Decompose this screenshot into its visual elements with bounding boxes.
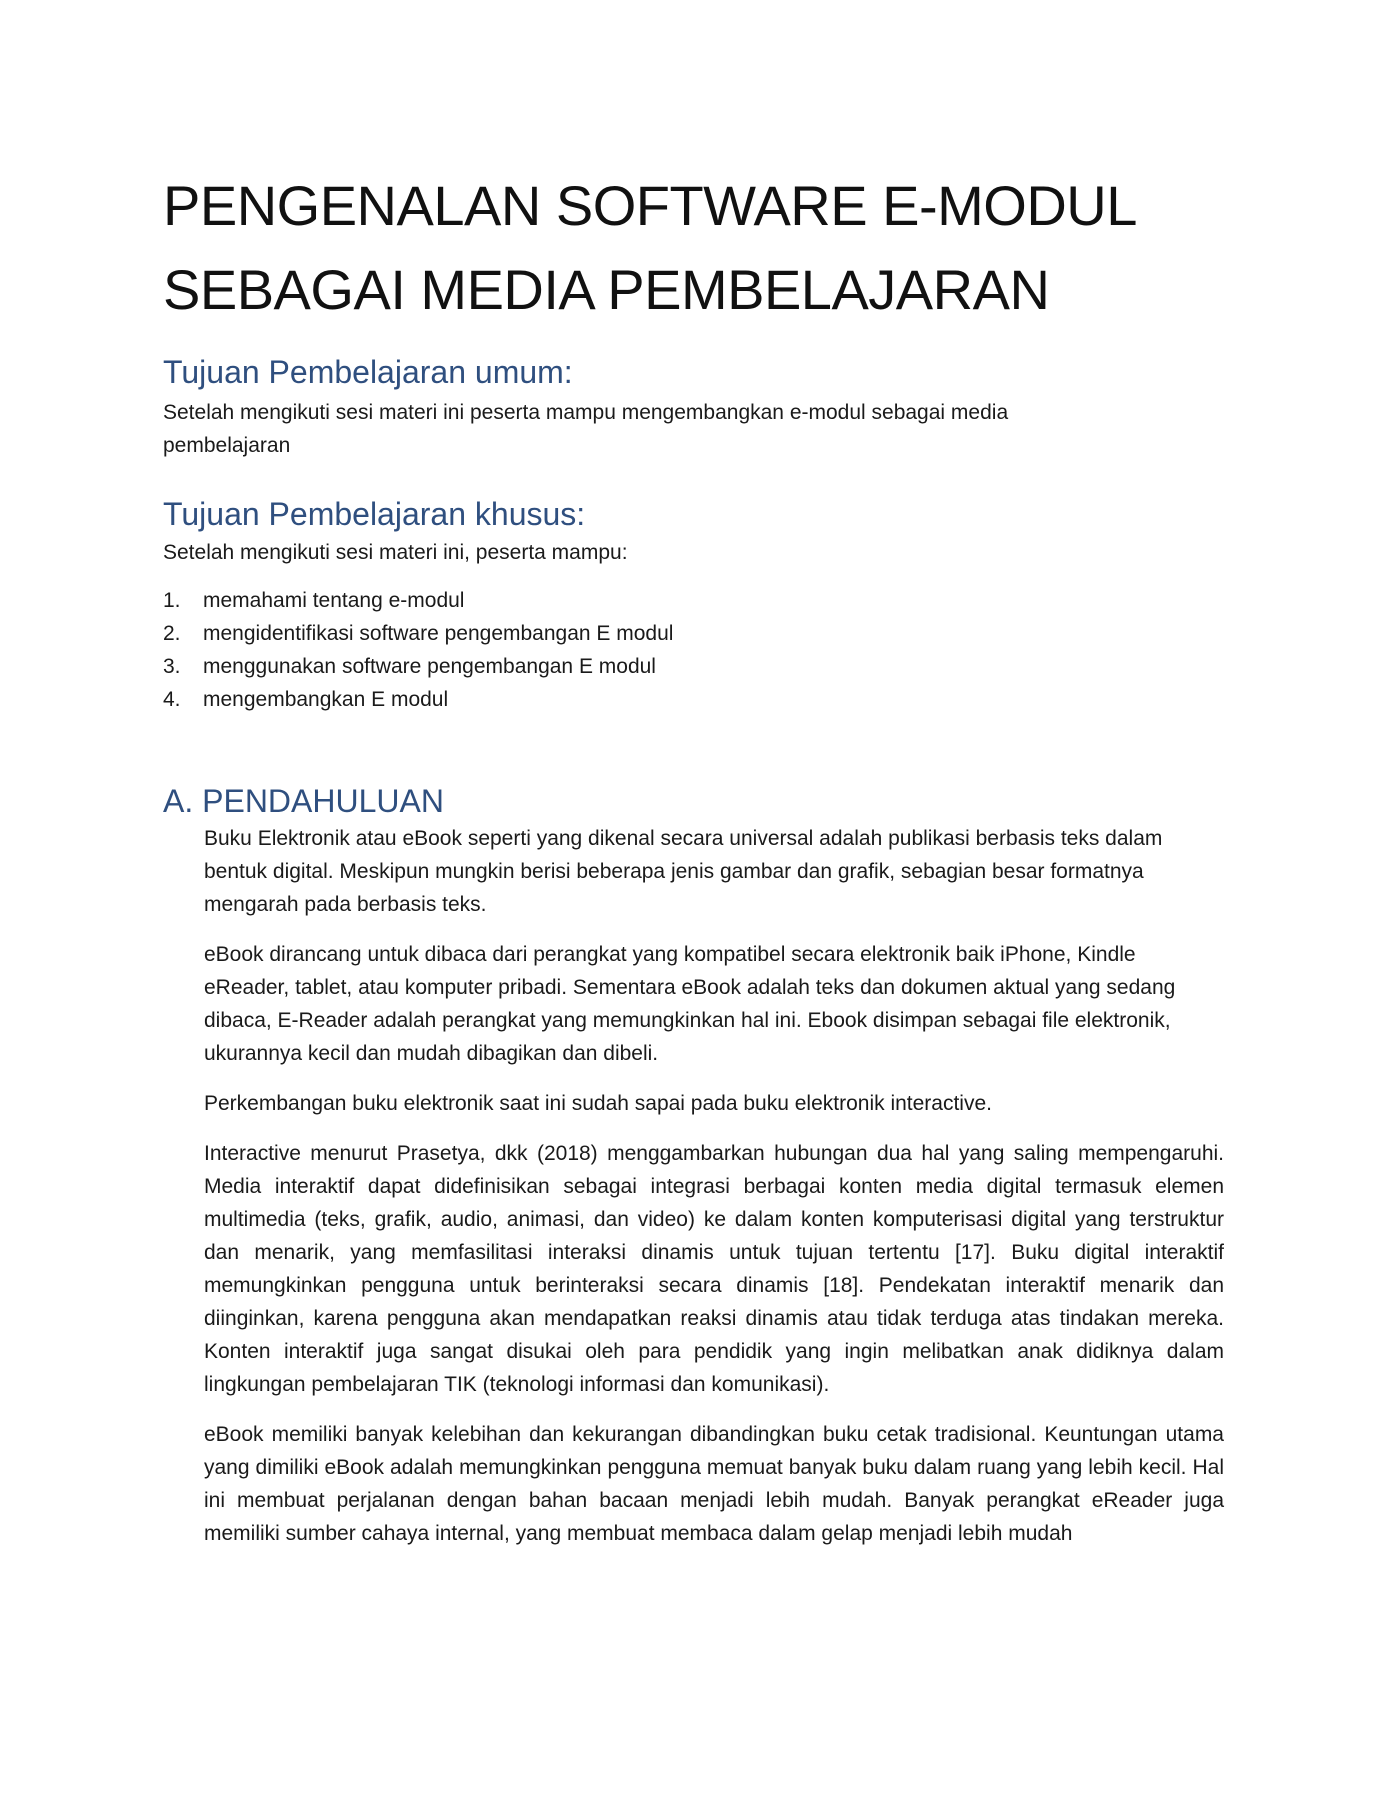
title-line-2: SEBAGAI MEDIA PEMBELAJARAN <box>163 258 1050 321</box>
list-item <box>163 683 673 716</box>
list-text: memahami tentang e-modul <box>203 589 465 612</box>
list-text: mengembangkan E modul <box>203 688 449 711</box>
title-line-1: PENGENALAN SOFTWARE E-MODUL <box>163 174 1137 237</box>
list-number: 4. <box>163 688 181 711</box>
paragraph-3: Perkembangan buku elektronik saat ini sudah sapai pada buku elektronik interactive. <box>204 1092 992 1115</box>
paragraph-1: Buku Elektronik atau eBook seperti yang dikenal secara universal adalah publikasi berbasis teks dalam bentuk digital. Meskipun mungkin berisi beberapa jenis gambar dan grafik, sebagian besar formatnya mengarah pada berbasis teks. <box>204 827 1163 916</box>
list-number: 1. <box>163 589 181 612</box>
paragraph-4: Interactive menurut Prasetya, dkk (2018) menggambarkan hubungan dua hal yang saling mempengaruhi. Media interaktif dapat didefinisikan sebagai integrasi berbagai konten media digital termasuk elemen multimedia (teks, grafik, audio, animasi, dan video) ke dalam konten komputerisasi digital yang terstruktur dan menarik, yang memfasilitasi interaksi dinamis untuk tujuan tertentu [17]. Buku digital interaktif memungkinkan pengguna untuk berinteraksi secara dinamis [18]. Pendekatan interaktif menarik dan diinginkan, karena pengguna akan mendapatkan reaksi dinamis atau tidak terduga atas tindakan mereka. Konten interaktif juga sangat disukai oleh para pendidik yang ingin melibatkan anak didiknya dalam lingkungan pembelajaran TIK (teknologi informasi dan komunikasi). <box>204 1142 1224 1396</box>
general-goal-text: Setelah mengikuti sesi materi ini peserta mampu mengembangkan e-modul sebagai media pembelajaran <box>163 401 1009 457</box>
specific-goal-heading: Tujuan Pembelajaran khusus: <box>163 496 586 532</box>
general-goal-heading: Tujuan Pembelajaran umum: <box>163 354 573 390</box>
paragraph-5: eBook memiliki banyak kelebihan dan kekurangan dibandingkan buku cetak tradisional. Keuntungan utama yang dimiliki eBook adalah memungkinkan pengguna memuat banyak buku dalam ruang yang lebih kecil. Hal ini membuat perjalanan dengan bahan bacaan menjadi lebih mudah. Banyak perangkat eReader juga memiliki sumber cahaya internal, yang membuat membaca dalam gelap menjadi lebih mudah <box>204 1423 1224 1545</box>
list-number: 2. <box>163 622 181 645</box>
list-number: 3. <box>163 655 181 678</box>
section-a-body <box>204 822 1224 1567</box>
list-text: menggunakan software pengembangan E modul <box>203 655 656 678</box>
paragraph-2: eBook dirancang untuk dibaca dari perangkat yang kompatibel secara elektronik baik iPhone, Kindle eReader, tablet, atau komputer pribadi. Sementara eBook adalah teks dan dokumen aktual yang sedang dibaca, E-Reader adalah perangkat yang memungkinkan hal ini. Ebook disimpan sebagai file elektronik, ukurannya kecil dan mudah dibagikan dan dibeli. <box>204 943 1176 1065</box>
list-item <box>163 650 673 683</box>
specific-goal-intro: Setelah mengikuti sesi materi ini, peserta mampu: <box>163 541 628 564</box>
document-title <box>163 164 1263 332</box>
section-a-heading: A. PENDAHULUAN <box>163 783 444 819</box>
specific-goal-list <box>163 584 673 716</box>
list-item <box>163 617 673 650</box>
list-item <box>163 584 673 617</box>
list-text: mengidentifikasi software pengembangan E modul <box>203 622 674 645</box>
